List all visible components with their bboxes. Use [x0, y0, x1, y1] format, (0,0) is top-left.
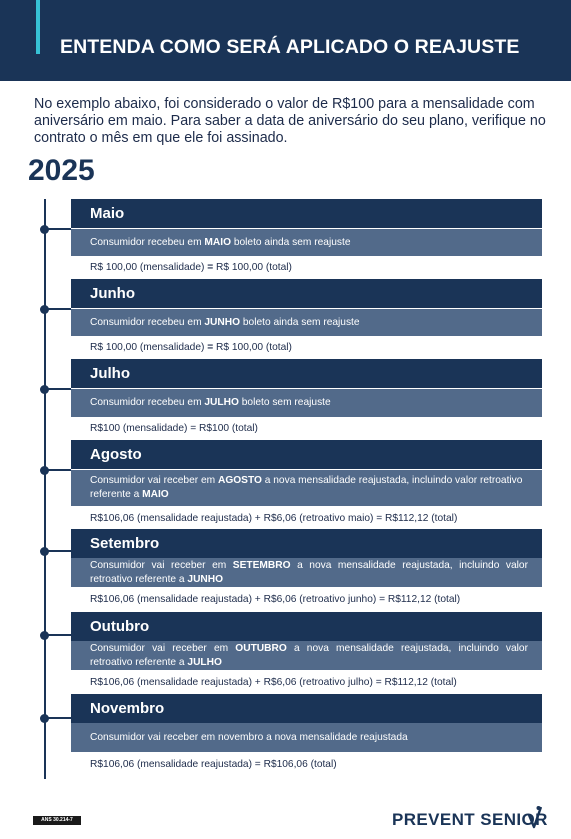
- timeline-connector: [45, 308, 71, 310]
- month-bar-novembro: Novembro: [71, 694, 542, 723]
- month-description: [90, 642, 528, 670]
- timeline-arrow: [71, 550, 80, 558]
- month-description-box: [71, 641, 542, 670]
- emphasis-text: MAIO: [204, 236, 231, 248]
- year-heading: 2025: [28, 154, 95, 187]
- text-run: Consumidor recebeu em: [90, 316, 205, 328]
- header-accent-bar: [36, 0, 40, 54]
- logo-checkmark-icon: [528, 805, 542, 829]
- text-run: R$ 100,00 (mensalidade): [90, 342, 208, 353]
- month-description: [90, 316, 360, 330]
- emphasis-text: SETEMBRO: [232, 559, 291, 571]
- month-total: [90, 423, 258, 434]
- intro-paragraph: No exemplo abaixo, foi considerado o valor de R$100 para a mensalidade com aniversário em maio. Para saber a data de aniversário do seu plano, verifique no contrato o mês em que ele foi assinado.: [34, 96, 546, 146]
- text-run: R$106,06 (mensalidade reajustada) + R$6,06 (retroativo junho) = R$112,12 (total): [90, 594, 461, 605]
- timeline-arrow: [71, 715, 80, 723]
- timeline-arrow: [71, 220, 80, 228]
- timeline-connector: [45, 550, 71, 552]
- emphasis-text: =: [207, 262, 214, 273]
- ans-registration-badge: ANS 30.214-7: [33, 816, 81, 825]
- emphasis-text: MAIO: [142, 489, 169, 500]
- month-description-box: [71, 723, 542, 752]
- month-bar-agosto: Agosto: [71, 440, 542, 469]
- timeline-arrow: [71, 461, 80, 469]
- text-run: R$ 100,00 (total): [213, 342, 292, 353]
- emphasis-text: JUNHO: [187, 573, 224, 585]
- text-run: Consumidor recebeu em: [90, 397, 205, 408]
- text-run: boleto ainda sem reajuste: [231, 236, 351, 248]
- timeline-connector: [45, 388, 71, 390]
- month-bar-julho: Julho: [71, 359, 542, 388]
- month-total: [90, 759, 337, 770]
- timeline-connector: [45, 634, 71, 636]
- emphasis-text: AGOSTO: [217, 475, 262, 486]
- timeline-connector: [45, 228, 71, 230]
- month-total: [90, 513, 457, 524]
- text-run: R$ 100,00 (total): [213, 262, 292, 273]
- emphasis-text: JUNHO: [204, 316, 241, 328]
- emphasis-text: OUTUBRO: [235, 642, 287, 654]
- emphasis-text: =: [207, 342, 214, 353]
- emphasis-text: JULHO: [204, 397, 239, 408]
- text-run: R$106,06 (mensalidade reajustada) + R$6,06 (retroativo maio) = R$112,12 (total): [90, 513, 458, 524]
- text-run: Consumidor vai receber em: [90, 642, 236, 654]
- month-description-box: [71, 389, 542, 417]
- prevent-senior-logo: PREVENT SENIOR: [392, 810, 548, 829]
- text-run: Consumidor vai receber em: [90, 475, 218, 486]
- timeline-line: [44, 199, 46, 779]
- timeline-connector: [45, 717, 71, 719]
- text-run: a nova mensalidade reajustada, incluindo valor retroativo referente a: [90, 559, 528, 585]
- month-description-box: [71, 309, 542, 336]
- text-run: R$ 100,00 (mensalidade): [90, 262, 208, 273]
- emphasis-text: JULHO: [187, 656, 222, 668]
- text-run: boleto ainda sem reajuste: [240, 316, 360, 328]
- month-description: [90, 236, 351, 250]
- month-description-box: [71, 558, 542, 587]
- text-run: a nova mensalidade reajustada, incluindo valor retroativo referente a: [90, 642, 528, 668]
- timeline-arrow: [71, 633, 80, 641]
- month-bar-junho: Junho: [71, 279, 542, 308]
- month-description-box: [71, 470, 542, 506]
- month-bar-maio: Maio: [71, 199, 542, 228]
- text-run: boleto sem reajuste: [238, 397, 331, 408]
- month-description: [90, 731, 408, 745]
- month-total: [90, 677, 457, 688]
- month-total: [90, 262, 292, 273]
- text-run: Consumidor recebeu em: [90, 236, 205, 248]
- month-description: [90, 559, 528, 587]
- month-total: [90, 594, 460, 605]
- text-run: R$106,06 (mensalidade reajustada) = R$106,06 (total): [90, 759, 337, 770]
- page-title: ENTENDA COMO SERÁ APLICADO O REAJUSTE: [60, 36, 520, 58]
- text-run: Consumidor vai receber em: [90, 559, 233, 571]
- month-bar-setembro: Setembro: [71, 529, 542, 558]
- text-run: R$106,06 (mensalidade reajustada) + R$6,06 (retroativo julho) = R$112,12 (total): [90, 677, 457, 688]
- header-banner: [0, 0, 571, 81]
- month-total: [90, 342, 292, 353]
- timeline-arrow: [71, 300, 80, 308]
- month-description-box: [71, 229, 542, 256]
- month-bar-outubro: Outubro: [71, 612, 542, 641]
- month-description: [90, 474, 528, 502]
- text-run: Consumidor vai receber em novembro a nova mensalidade reajustada: [90, 731, 408, 743]
- text-run: R$100 (mensalidade) = R$100 (total): [90, 423, 258, 434]
- text-run: a nova mensalidade reajustada, incluindo valor retroativo referente a: [90, 475, 523, 500]
- timeline-arrow: [71, 380, 80, 388]
- month-description: [90, 396, 331, 410]
- timeline-connector: [45, 469, 71, 471]
